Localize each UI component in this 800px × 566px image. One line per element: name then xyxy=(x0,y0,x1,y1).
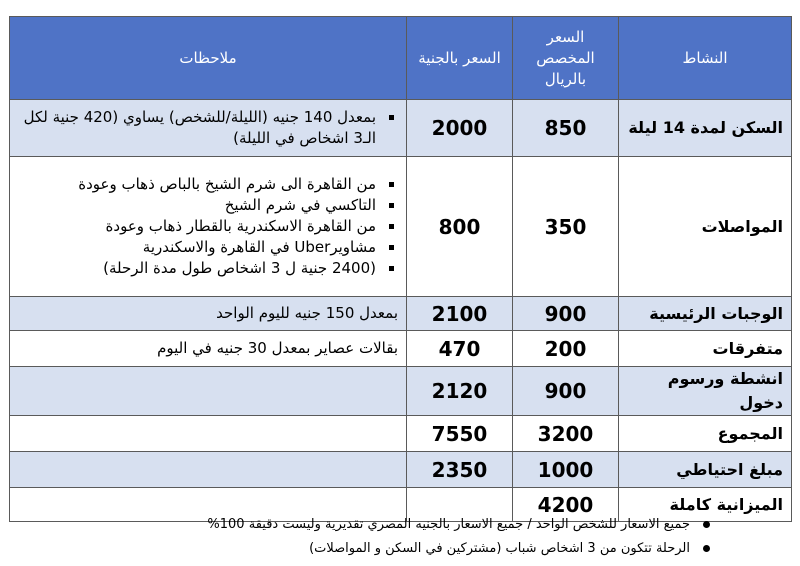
footnote: الرحلة تتكون من 3 اشخاص شباب (مشتركين في السكن و المواصلات) xyxy=(207,537,716,561)
riyal-cell: 200 xyxy=(513,331,619,367)
riyal-cell: 900 xyxy=(513,367,619,416)
activity-cell: المجموع xyxy=(619,416,792,452)
pound-cell: 7550 xyxy=(407,416,513,452)
pound-cell: 800 xyxy=(407,157,513,297)
notes-cell: بقالات عصاير بمعدل 30 جنيه في اليوم xyxy=(10,331,407,367)
notes-cell xyxy=(10,100,407,157)
note-item: من القاهرة الاسكندرية بالقطار ذهاب وعودة xyxy=(18,216,398,237)
pound-cell: 2350 xyxy=(407,452,513,488)
table-row xyxy=(10,416,792,452)
notes-cell xyxy=(10,367,407,416)
note-item: (2400 جنية ل 3 اشخاص طول مدة الرحلة) xyxy=(18,258,398,279)
riyal-cell: 4200 xyxy=(513,488,619,522)
activity-cell: انشطة ورسوم دخول xyxy=(619,367,792,416)
header-pound-price: السعر بالجنية xyxy=(407,17,513,100)
table-row xyxy=(10,331,792,367)
notes-cell xyxy=(10,452,407,488)
header-row xyxy=(10,17,792,100)
table-row xyxy=(10,452,792,488)
pound-cell: 2100 xyxy=(407,297,513,331)
pound-cell: 2000 xyxy=(407,100,513,157)
activity-cell: السكن لمدة 14 ليلة xyxy=(619,100,792,157)
note-item: مشاويرUber في القاهرة والاسكندرية xyxy=(18,237,398,258)
note-item: التاكسي في شرم الشيخ xyxy=(18,195,398,216)
notes-cell xyxy=(10,157,407,297)
table-row xyxy=(10,100,792,157)
header-riyal-price: السعر المخصص بالريال xyxy=(513,17,619,100)
activity-cell: مبلغ احتياطي xyxy=(619,452,792,488)
header-activity: النشاط xyxy=(619,17,792,100)
table-row xyxy=(10,157,792,297)
budget-table xyxy=(9,16,792,522)
footnote: جميع الاسعار للشخص الواحد / جميع الاسعار بالجنيه المصري تقديرية وليست دقيقة 100% xyxy=(207,513,716,537)
header-notes: ملاحظات xyxy=(10,17,407,100)
note-item: بمعدل 140 جنيه (الليلة/للشخص) يساوي (420 جنية لكل الـ3 اشخاص في الليلة) xyxy=(18,107,398,149)
riyal-cell: 850 xyxy=(513,100,619,157)
footnotes xyxy=(207,513,716,561)
riyal-cell: 900 xyxy=(513,297,619,331)
notes-cell xyxy=(10,416,407,452)
activity-cell: الوجبات الرئيسية xyxy=(619,297,792,331)
riyal-cell: 3200 xyxy=(513,416,619,452)
activity-cell: متفرقات xyxy=(619,331,792,367)
activity-cell: المواصلات xyxy=(619,157,792,297)
activity-cell: الميزانية كاملة xyxy=(619,488,792,522)
riyal-cell: 1000 xyxy=(513,452,619,488)
note-item: من القاهرة الى شرم الشيخ بالباص ذهاب وعودة xyxy=(18,174,398,195)
table-row xyxy=(10,367,792,416)
notes-cell: بمعدل 150 جنيه لليوم الواحد xyxy=(10,297,407,331)
riyal-cell: 350 xyxy=(513,157,619,297)
pound-cell: 2120 xyxy=(407,367,513,416)
table-row xyxy=(10,297,792,331)
pound-cell: 470 xyxy=(407,331,513,367)
